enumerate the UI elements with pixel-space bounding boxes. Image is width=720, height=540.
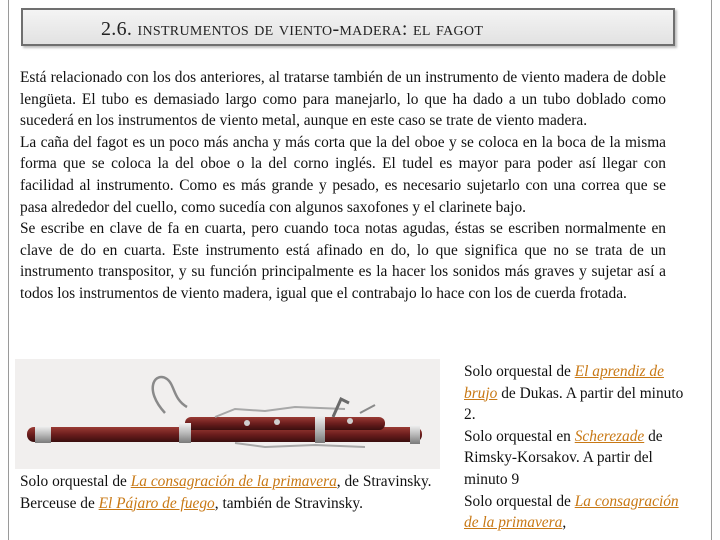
- title-box: [21, 8, 675, 46]
- caption-item: Solo orquestal de El aprendiz de brujo de Dukas. A partir del minuto 2.: [464, 363, 684, 424]
- slide-frame-left: [8, 0, 9, 540]
- caption-item: Berceuse de El Pájaro de fuego, también de Stravinsky.: [20, 494, 363, 512]
- paragraph: Está relacionado con los dos anteriores, al tratarse también de un instrumento de viento madera de doble lengüeta. El tubo es demasiado largo como para manejarlo, lo que ha dado a un tubo doblado como sucederá en los instrumentos de viento metal, aunque en este caso se trate de viento madera.: [20, 69, 666, 130]
- paragraph: La caña del fagot es un poco más ancha y más corta que la del oboe y se coloca en la boca de la misma forma que se coloca la del oboe o la del corno inglés. El tudel es mayor para poder así llegar con facilidad al instrumento. Como es más grande y pesado, es necesario sujetarlo con una correa que se pasa alrededor del cuello, como sucedía con algunos saxofones y el clarinete bajo.: [20, 133, 666, 216]
- caption-link[interactable]: La consagración de la primavera: [464, 492, 679, 532]
- caption-item: Solo orquestal de La consagración de la primavera,: [464, 492, 679, 532]
- bassoon-photo: [15, 359, 440, 469]
- caption-link[interactable]: El Pájaro de fuego: [98, 494, 215, 512]
- caption-item: Solo orquestal en Scherezade de Rimsky-Korsakov. A partir del minuto 9: [464, 427, 663, 488]
- caption-link[interactable]: Scherezade: [574, 427, 645, 445]
- left-captions: [20, 471, 440, 514]
- slide-title: 2.6. instrumentos de viento-madera: el fagot: [101, 18, 484, 40]
- caption-item: Solo orquestal de La consagración de la primavera, de Stravinsky.: [20, 473, 432, 490]
- paragraph: Se escribe en clave de fa en cuarta, pero cuando toca notas agudas, éstas se escriben normalmente en clave de do en cuarta. Este instrumento está afinado en do, lo que significa que no se trata de un instrumento transpositor, y su función principalmente es la hacer los sonidos más graves y sujetar así a todos los instrumentos de viento madera, igual que el contrabajo lo hace con los de cuerda frotada.: [20, 220, 666, 302]
- caption-link[interactable]: El aprendiz de brujo: [464, 363, 664, 402]
- body-text: [20, 67, 666, 305]
- caption-link[interactable]: La consagración de la primavera: [130, 473, 337, 490]
- right-captions: [464, 361, 695, 534]
- slide-frame-right: [711, 0, 712, 540]
